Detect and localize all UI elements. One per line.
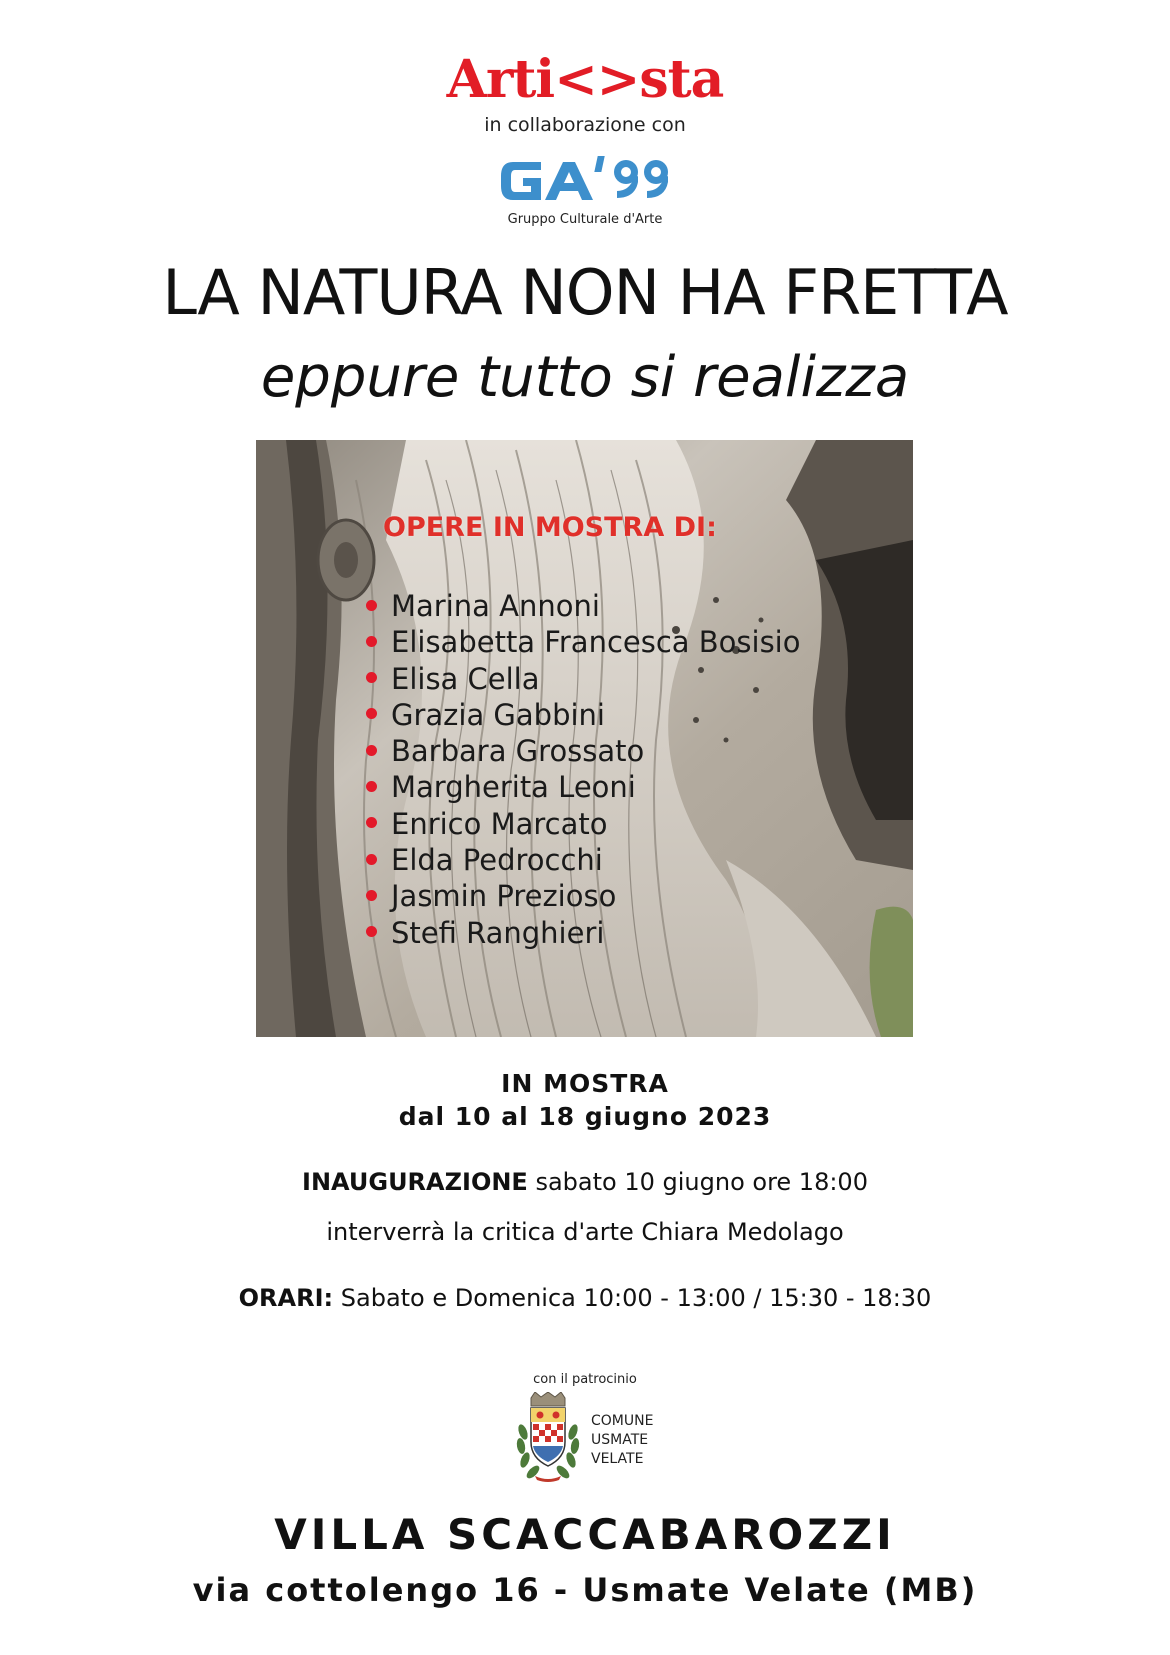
artiosta-logo: Arti<>sta [446, 49, 724, 110]
list-item [366, 697, 800, 733]
venue-address: via cottolengo 16 - Usmate Velate (MB) [192, 1571, 978, 1609]
patronage-label: con il patrocinio [533, 1372, 637, 1387]
list-item [366, 915, 800, 951]
poster-title: LA NATURA NON HA FRETTA [162, 256, 1008, 329]
artist-name: Grazia Gabbini [391, 697, 605, 732]
poster-subtitle: eppure tutto si realizza [260, 345, 910, 410]
tree-bark-photo [256, 440, 913, 1037]
list-item [366, 842, 800, 878]
comune-line: VELATE [591, 1451, 644, 1467]
collaboration-text: in collaborazione con [484, 114, 686, 136]
list-item [366, 806, 800, 842]
bullet-icon [366, 708, 377, 719]
artist-name: Elisabetta Francesca Bosisio [391, 625, 801, 660]
list-item [366, 661, 800, 697]
artists-heading: OPERE IN MOSTRA DI: [383, 512, 717, 543]
bullet-icon [366, 854, 377, 865]
artist-list [366, 588, 800, 951]
list-item [366, 769, 800, 805]
inauguration-text: sabato 10 giugno ore 18:00 [535, 1168, 868, 1196]
comune-crest-icon [513, 1392, 583, 1488]
in-mostra-label: IN MOSTRA [501, 1069, 669, 1098]
list-item [366, 733, 800, 769]
comune-line: COMUNE [591, 1413, 654, 1429]
artist-name: Barbara Grossato [391, 734, 645, 769]
inauguration-line [0, 1166, 1170, 1198]
comune-line: USMATE [591, 1432, 649, 1448]
bullet-icon [366, 672, 377, 683]
bullet-icon [366, 600, 377, 611]
artist-name: Elda Pedrocchi [391, 843, 603, 878]
bullet-icon [366, 890, 377, 901]
artist-name: Marina Annoni [391, 589, 600, 623]
artist-name: Jasmin Prezioso [391, 879, 617, 914]
artist-name: Stefi Ranghieri [391, 915, 605, 950]
critic-text: interverrà la critica d'arte Chiara Medolago [326, 1218, 844, 1246]
artist-name: Enrico Marcato [391, 806, 608, 841]
inauguration-label: INAUGURAZIONE [302, 1168, 528, 1196]
bullet-icon [366, 817, 377, 828]
artist-name: Margherita Leoni [391, 770, 636, 805]
bullet-icon [366, 745, 377, 756]
hours-line [0, 1282, 1170, 1314]
artist-name: Elisa Cella [391, 661, 540, 696]
bullet-icon [366, 926, 377, 937]
bullet-icon [366, 781, 377, 792]
hours-text: Sabato e Domenica 10:00 - 13:00 / 15:30 - 18:30 [340, 1284, 932, 1312]
list-item [366, 624, 800, 660]
list-item [366, 878, 800, 914]
venue-name: VILLA SCACCABAROZZI [274, 1510, 896, 1559]
ga99-logo [0, 150, 1170, 214]
bullet-icon [366, 636, 377, 647]
hours-label: ORARI: [238, 1284, 334, 1312]
ga99-subtitle: Gruppo Culturale d'Arte [507, 212, 663, 227]
list-item [366, 588, 800, 624]
exhibition-dates: dal 10 al 18 giugno 2023 [398, 1102, 772, 1131]
comune-name [591, 1412, 653, 1469]
